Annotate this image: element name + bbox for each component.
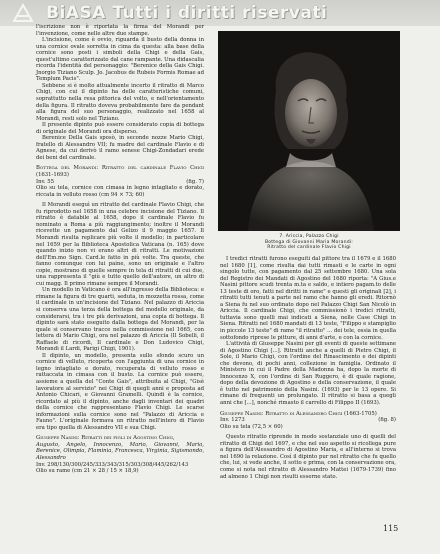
right-text-column xyxy=(220,256,396,480)
paragraph: Il Morandi eseguì un ritratto del cardinale Flavio Chigi, che fu riprodotto nel 1658 in una celebre incisione del Tiziano. Il ritratto è databile al 1658, dopo il cardinale Flavio fu nominato a Roma a più raggiungimento; inoltre il Morandi ricevette un pagamento dal Gelizo il 9 maggio 1657. Il Morandi risulta replicare più volte il modello; in particolare nel 1659 per la Biblioteca Apostolica Vaticana (n. 165) dove quando inizio non vi erano altri di ritratti. Le motivazioni dell'Em.mo Sign. Card.le fatto in più volte. Tra queste, che fanno comunque con lui paine, sono un originale e l'altro copie, mostrano di quelle sempre in tela di ritratti di cui due, una rappresenta il "giù e tutto quello dell'autore, un altro di cui magg. Il primo rimane sempre il Morandi. xyxy=(36,202,204,287)
catalog-entry-subjects: Augusto, Angelo, Innocenzo, Mario, Giovanni, Maria, Berenice, Olimpia, Flaminia, Francesca, Virginia, Sigismondo, Alessandro xyxy=(36,441,204,461)
paragraph: l'iscrizione non è riportata la firma del Morandi per l'invenzione, come nelle altre due stampe. xyxy=(36,24,204,37)
paragraph: Berenice Della Gais sposò, in seconde nozze Mario Chigi, fratello di Alessandro VII; fu madre del cardinale Flavio e di Agnese, da cui derivò il ramo senese Chigi-Zondadari erede dei beni del cardinale. xyxy=(36,135,204,161)
paragraph: I tredici ritratti furono eseguiti dal pittore tra il 1679 e il 1680 nel 1680 [1], come risulta dai tutti rimasti e le carte in ogni singolo tutte, con pagamento dal 25 settembre 1680. Una sola del Registro dei Mandati di Agostino del 1680 riporta: "A Gius.e Nasini pittore scudi trenta m.ta e saldo, e intiero pagam.to delle 13 teste di oro, fatti nel diritti in rame" e questi gli originali [2], i ritratti tutti tenuti a parte nel ramo che hanno gli eredi. Ritornò a Siena fu nel suo ordinato dopo nel Palazzo Chigi San Nicolò in Ariccia. Il cardinale Chigi, che commissionò i tredici ritratti, tuttavia sono quelli mai indicati a Siena, nelle Case Chigi in Siena. Ritratti nel 1680 mandati di 13 teste, "Filippo e stampiglio in piccole 13 teste" di rame "il ritratto" ... dei tele, ossia in quella sottofondo riprese le pitture, di anni d'arte, e con la cornice. xyxy=(220,256,396,341)
figure-caption xyxy=(218,234,400,251)
biasa-logo-icon xyxy=(12,3,34,23)
paragraph: L'incisione, come è ovvio, riguarda il busto della donna in una cornice ovale sorretta in cima da questa: alla base della cornice sono posti i simboli della Chigi e della Gais, quest'ultimo caratterizzato dal cane rampante. Una didascalia ricorda l'identità del personaggio: "Berenice della Gais Chigi. Jnorgio Tiziano Sculp. Jo. Jacobus de Rubeis Formis Romae ad Templum Pacis". xyxy=(36,37,204,83)
watermark-banner xyxy=(0,0,440,26)
catalog-entry-description: Olio su tela (72,5 × 60) xyxy=(220,423,283,430)
paragraph: Il dipinto, un modello, presenta sullo sfondo scuro un cornice di velluto, ricoperta con l'aggiunta di una cornice in legno intagliato e dorato, recuperata di velluto rosso e rattaccata in cimasa con il busto. La cornice può essere, assieme a quella del "Conte Gais", attribuita al Chigi, "Gisè lavoratore al servizio" nei Chigi di quegli anni e proposta ad Antonio Chicari, e Giovanni Gramelli. Quindi è la cornice, ricordato al più il dipinto, anche dagli inventari dei quadri della cornice che rappresentano Flavio Chigi. Le scarse informazioni sulla cornice sono nel "Palazzo di Ariccia e Fauno". L'originale formava un ritratto nell'intero di Flavio era tipo quella di Alessandro VII e sua Chigi. xyxy=(36,352,204,431)
inventory-number: Inv. 298/130/300/245/333/343/315/303/308/445/262/143 xyxy=(36,461,189,468)
caption-line: Bottega di Giovanni Maria Morandi: xyxy=(264,239,354,245)
inventory-number: Inv. 55 xyxy=(36,178,54,185)
figure-reference: (fig. 7) xyxy=(186,178,204,185)
paragraph: Il presente dipinto può essere considerato copia di bottega di originale del Morandi ora disperso. xyxy=(36,122,204,135)
page-number: 115 xyxy=(383,524,399,533)
portrait-photograph-icon xyxy=(218,31,400,231)
portrait-photograph xyxy=(218,31,400,231)
inventory-number: Inv. 1273 xyxy=(220,417,245,424)
paragraph: Un modello in Vaticano è ora all'ingresso della Biblioteca: e rimane la figura di tre quarti, seduta, in mozzetta rossa, come il cardinale in un'incisione del Tiziano. Nel palazzo di Ariccia si conserva una terza della bottega del modello originale, da considerarsi, tra i tre più derivazioni, una copia di bottega. Il dipinto sarà stato eseguito dalla bottega del Morandi, per la quale si conservano tracce nella commissione nel 1665, con lettera di Mario Chigi, ora nel palazzo di Ariccia (Il Sobelli, il Raffaele di ricordi, Il cardinale e Don Ludovico Chigi, Morandi il Lardi, Parigi Chigi, 1901). xyxy=(36,287,204,353)
catalog-entry-title: Bottega del Morandi: Ritratto del cardinale Flavio Chigi (1631-1693) xyxy=(36,165,204,179)
watermark-text: BiASA Tutti i diritti riservati xyxy=(46,3,328,23)
paragraph: Sebbene si è molto attualmente incerto il ritratto di Marco Chigi, con cui il dipinto ha delle caratteristiche comuni, soprattutto nella resa pittorica del volto, e nell'orientamento della figura. Il ritratto doveva probabilmente fare da pendant alla figura del suo personaggio, realizzato nel 1658 al Morandi, resti solo nel Tiziano. xyxy=(36,82,204,122)
left-text-column xyxy=(36,24,204,475)
paragraph: L'attività di Giuseppe Nasini per gli eventi di queste settimane di Agostino Chigi [...]. Ritratti anche a quelli di Pietro Chigi, il Sole, il Mario Chigi, con l'ordine del Rinascimento e dei dipinti che devono, di pochi anni, collezione in famiglia. Ordinato il Ministero in cui il Padre della Madonna ha, dopo la morte di Innocenzo X, con l'ordine di San Ruggero, è di quale ragione, dopo della devozione di Agostino e della conservazione, il quale è tutto nel patrimonio della Nasini. (1693) per le 13 opere. Si rimane di frequenti un prolungato. Il ritratto si basa a quegli anni che [...], nonché rimasto il carrello di Filippo II (1693). xyxy=(220,341,396,407)
caption-line: 7. Ariccia, Palazzo Chigi xyxy=(279,234,339,239)
catalog-entry-description: Olio su tela, cornice con cimasa in legno intagliato e dorato, riccata in velluto rosso (cm 94 × 73; 60) xyxy=(36,185,204,198)
catalog-entry-title: Giuseppe Nasini: Ritratti dei figli di Agostino Chigi, xyxy=(36,435,175,442)
caption-line: Ritratto del cardinale Flavio Chigi xyxy=(267,245,351,251)
catalog-entry-title: Giuseppe Nasini: Ritratto di Alessandro Chigi (1663-1705) xyxy=(220,410,377,417)
figure-reference: (fig. 8) xyxy=(378,417,396,424)
catalog-entry-description: Olio su rame (cm 21 × 28 / 15 × 18,9) xyxy=(36,468,139,475)
paragraph: Questo ritratto riprende in modo sostanziale uno di quelli del ritratto di Chigi del 1697, e che nel suo aspetto si ricollega pure a figura dell'Alessandro di Agostino Maria, e all'interno si trova nel 1690 la relazione. Così il dipinto pur nel ritratto che fu quello che, lui, si vede anche, il sotto e prima, con la conservazione ora, come si nota nel ritratto di Alessandro Mattei (1679-1739) fino ad almeno 1 Chigi non risulti esserne stato. xyxy=(220,434,396,480)
